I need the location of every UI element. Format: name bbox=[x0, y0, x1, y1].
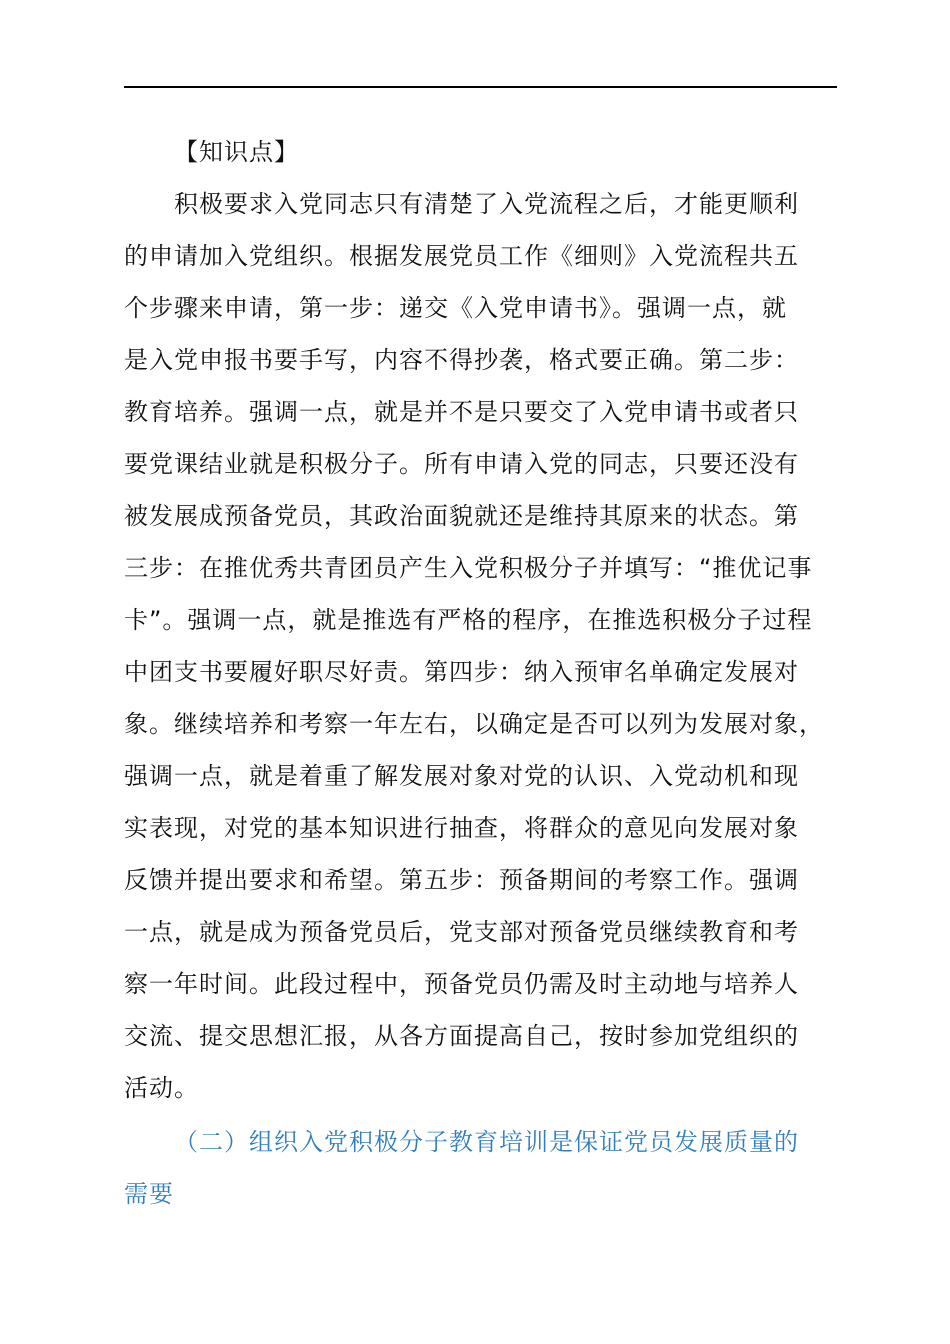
paragraph-line: 一点，就是成为预备党员后，党支部对预备党员继续教育和考 bbox=[124, 918, 799, 946]
paragraph-line: 反馈并提出要求和希望。第五步：预备期间的考察工作。强调 bbox=[124, 866, 799, 894]
body-paragraph bbox=[124, 178, 837, 1114]
paragraph-line: 教育培养。强调一点，就是并不是只要交了入党申请书或者只 bbox=[124, 398, 799, 426]
paragraph-line: 实表现，对党的基本知识进行抽查，将群众的意见向发展对象 bbox=[124, 814, 799, 842]
document-body bbox=[124, 126, 837, 1220]
paragraph-line: 卡”。强调一点，就是推选有严格的程序，在推选积极分子过程 bbox=[124, 606, 813, 634]
paragraph-line: 的申请加入党组织。根据发展党员工作《细则》入党流程共五 bbox=[124, 242, 799, 270]
paragraph-line: 三步：在推优秀共青团员产生入党积极分子并填写：“推优记事 bbox=[124, 554, 813, 582]
header-rule bbox=[124, 86, 837, 88]
paragraph-line: 察一年时间。此段过程中，预备党员仍需及时主动地与培养人 bbox=[124, 970, 799, 998]
paragraph-line: 个步骤来申请，第一步：递交《入党申请书》。强调一点，就 bbox=[124, 294, 787, 322]
paragraph-line: 交流、提交思想汇报，从各方面提高自己，按时参加党组织的 bbox=[124, 1022, 799, 1050]
paragraph-line: 积极要求入党同志只有清楚了入党流程之后，才能更顺利 bbox=[174, 190, 799, 218]
paragraph-line: 被发展成预备党员，其政治面貌就还是维持其原来的状态。第 bbox=[124, 502, 799, 530]
paragraph-line: 活动。 bbox=[124, 1074, 199, 1102]
paragraph-line: 中团支书要履好职尽好责。第四步：纳入预审名单确定发展对 bbox=[124, 658, 799, 686]
section-label: 【知识点】 bbox=[174, 138, 299, 166]
heading-line: （二）组织入党积极分子教育培训是保证党员发展质量的 bbox=[174, 1128, 799, 1156]
paragraph-line: 强调一点，就是着重了解发展对象对党的认识、入党动机和现 bbox=[124, 762, 799, 790]
paragraph-line: 象。继续培养和考察一年左右，以确定是否可以列为发展对象， bbox=[124, 710, 824, 738]
paragraph-line: 要党课结业就是积极分子。所有申请入党的同志，只要还没有 bbox=[124, 450, 799, 478]
heading-line: 需要 bbox=[124, 1180, 174, 1208]
paragraph-line: 是入党申报书要手写，内容不得抄袭，格式要正确。第二步： bbox=[124, 346, 799, 374]
section-heading bbox=[124, 1116, 837, 1220]
